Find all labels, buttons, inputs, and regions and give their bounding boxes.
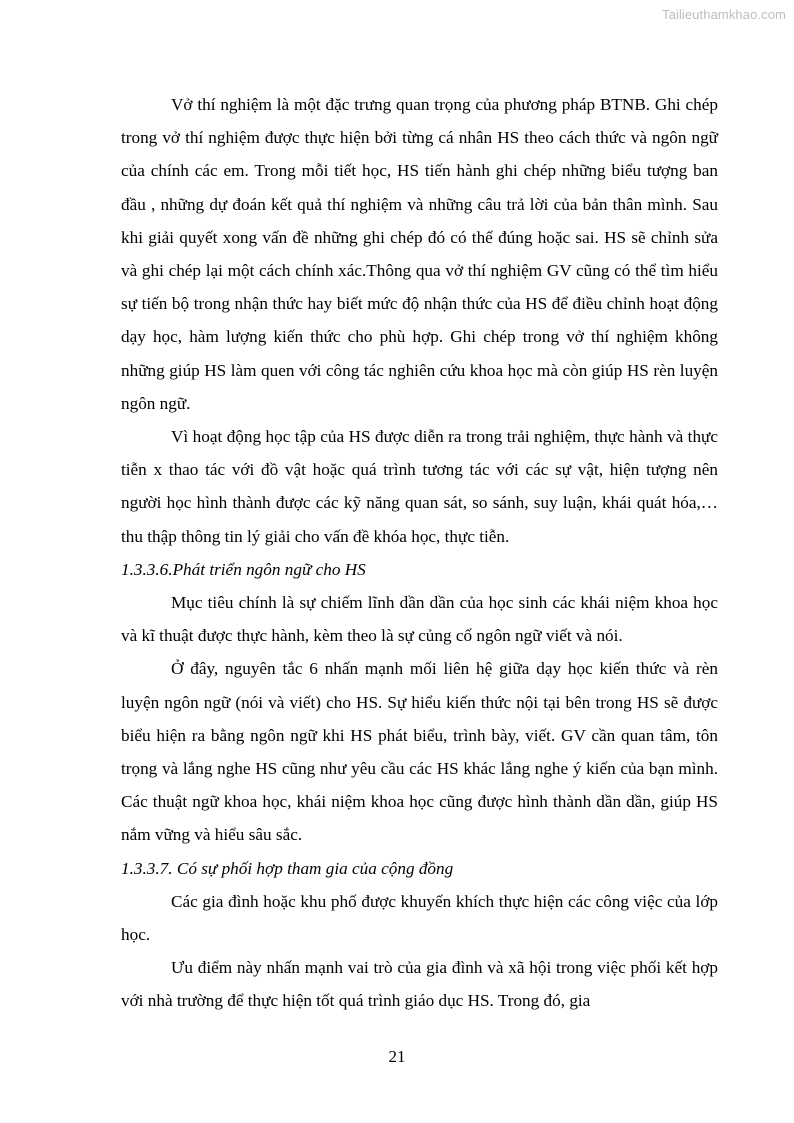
paragraph: Các gia đình hoặc khu phố được khuyến khích thực hiện các công việc của lớp học. <box>121 891 718 945</box>
paragraph: Ở đây, nguyên tắc 6 nhấn mạnh mối liên hệ giữa dạy học kiến thức và rèn luyện ngôn ngữ (nói và viết) cho HS. Sự hiểu kiến thức nội tại bên trong HS sẽ được biểu hiện ra bằng ngôn ngữ khi HS phát biểu, trình bày, viết. GV cần quan tâm, tôn trọng và lắng nghe HS cũng như yêu cầu các HS khác lắng nghe ý kiến của bạn mình. Các thuật ngữ khoa học, khái niệm khoa học cũng được hình thành dần dần, giúp HS nắm vững và hiểu sâu sắc. <box>121 659 718 845</box>
paragraph: Mục tiêu chính là sự chiếm lĩnh dần dần của học sinh các khái niệm khoa học và kĩ thuật được thực hành, kèm theo là sự củng cố ngôn ngữ viết và nói. <box>121 593 718 646</box>
section-heading: 1.3.3.6.Phát triển ngôn ngữ cho HS <box>121 559 366 579</box>
paragraph: Vở thí nghiệm là một đặc trưng quan trọng của phương pháp BTNB. Ghi chép trong vở thí nghiệm được thực hiện bởi từng cá nhân HS theo cách thức và ngôn ngữ của chính các em. Trong mỗi tiết học, HS tiến hành ghi chép những biểu tượng ban đầu , những dự đoán kết quả thí nghiệm và những câu trả lời của bản thân mình. Sau khi giải quyết xong vấn đề những ghi chép đó có thể đúng hoặc sai. HS sẽ chỉnh sửa và ghi chép lại một cách chính xác.Thông qua vở thí nghiệm GV cũng có thể tìm hiểu sự tiến bộ trong nhận thức hay biết mức độ nhận thức của HS để điều chỉnh hoạt động dạy học, hàm lượng kiến thức cho phù hợp. Ghi chép trong vở thí nghiệm không những giúp HS làm quen với công tác nghiên cứu khoa học mà còn giúp HS rèn luyện ngôn ngữ. <box>121 95 718 413</box>
paragraph: Vì hoạt động học tập của HS được diễn ra trong trải nghiệm, thực hành và thực tiễn x thao tác với đồ vật hoặc quá trình tương tác với các sự vật, hiện tượng nên người học hình thành được các kỹ năng quan sát, so sánh, suy luận, khái quát hóa,… thu thập thông tin lý giải cho vấn đề khóa học, thực tiễn. <box>121 427 718 546</box>
watermark-text: Tailieuthamkhao.com <box>661 7 786 22</box>
section-heading: 1.3.3.7. Có sự phối hợp tham gia của cộng đồng <box>121 858 454 878</box>
paragraph: Ưu điểm này nhấn mạnh vai trò của gia đình và xã hội trong việc phối kết hợp với nhà trường để thực hiện tốt quá trình giáo dục HS. Trong đó, gia <box>121 958 718 1011</box>
document-body <box>121 88 718 1018</box>
page-number: 21 <box>388 1047 406 1066</box>
